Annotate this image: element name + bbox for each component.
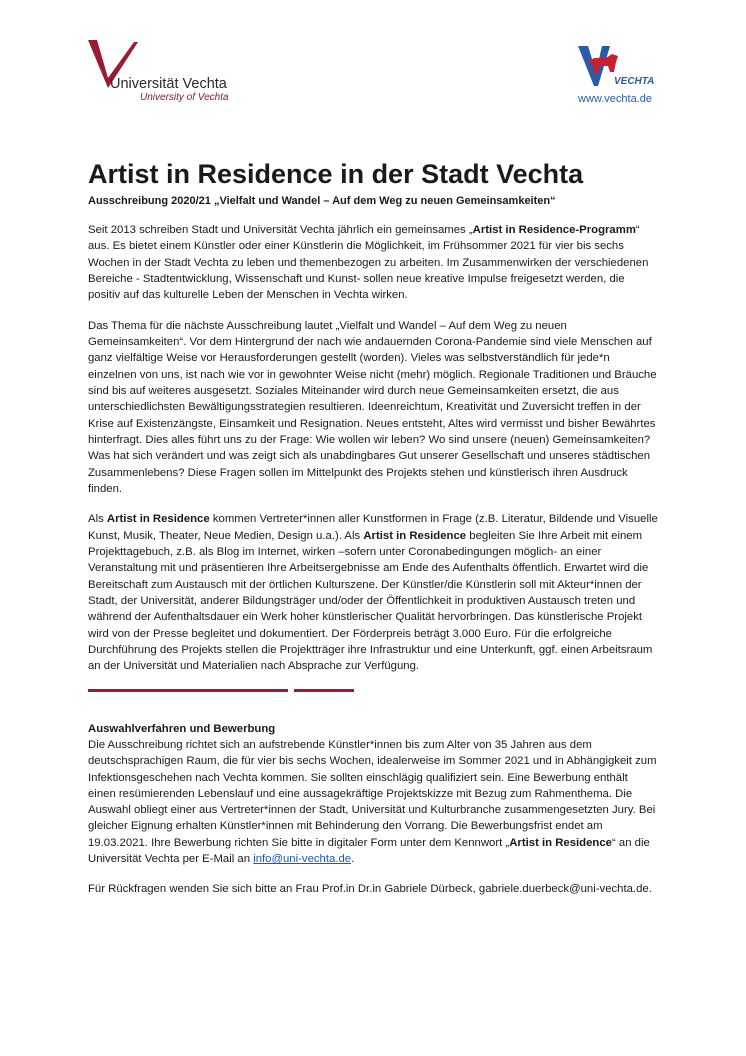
document-title: Artist in Residence in der Stadt Vechta <box>88 159 584 189</box>
paragraph-theme: Das Thema für die nächste Ausschreibung lautet „Vielfalt und Wandel – Auf dem Weg zu neuen Gemeinsamkeiten“. Vor dem Hintergrund der nach wie andauernden Corona-Pandemie sind viele Menschen auf ganz vielfältige Weise vor Herausforderungen gestellt (worden). Vieles was selbstverständlich für jede*n einzelnen von uns, ist nach wie vor in gewohnter Weise nicht (mehr) möglich. Regionale Traditionen und Bräuche sind bis auf weiteres ausgesetzt. Soziales Miteinander wird durch neue Gemeinsamkeiten ersetzt, die aus unterschiedlichsten Bewältigungsstrategien resultieren. Ideenreichtum, Kreativität und Zuversicht treffen in der Krise auf Existenzängste, Einsamkeit und Resignation. Neues entsteht, Altes wird vermisst und bisher Bewährtes hinterfragt. Dies alles führt uns zu der Frage: Wie wollen wir leben? Wo sind unsere (neuen) Gemeinsamkeiten? Was hat sich verändert und was zeigt sich als unabdingbares Gut unserer Gesellschaft und unseres städtischen Zusammenlebens? Diese Fragen sollen im Mittelpunkt des Projekts stehen und künstlerisch ihren Ausdruck finden. <box>88 319 657 495</box>
horse-v-logo-icon <box>576 42 666 90</box>
city-logo-text: VECHTA <box>614 76 655 87</box>
paragraph-contact: Für Rückfragen wenden Sie sich bitte an Frau Prof.in Dr.in Gabriele Dürbeck, gabriele.duerbeck@uni-vechta.de. <box>88 883 652 896</box>
document-subtitle: Ausschreibung 2020/21 „Vielfalt und Wandel – Auf dem Weg zu neuen Gemeinsamkeiten“ <box>88 194 556 207</box>
paragraph-intro: Seit 2013 schreiben Stadt und Universität Vechta jährlich ein gemeinsames „Artist in Residence-Programm“ aus. Es bietet einem Künstler oder einer Künstlerin die Möglichkeit, im Frühsommer 2021 für vier bis sechs Wochen in der Stadt Vechta zu leben und themenbezogen zu arbeiten. Im Zusammenwirken der verschiedenen Bereiche - Stadtentwicklung, Wissenschaft und Kunst- sollen neue kreative Impulse freigesetzt werden, die positiv auf das kulturelle Leben der Menschen in Vechta wirken. <box>88 223 649 302</box>
university-subname: University of Vechta <box>140 92 229 103</box>
section-divider <box>88 689 658 693</box>
document-body <box>88 160 658 912</box>
university-logo <box>88 40 268 110</box>
section-heading: Auswahlverfahren und Bewerbung <box>88 722 276 735</box>
email-link[interactable]: info@uni-vechta.de <box>253 853 352 866</box>
paragraph-application: Auswahlverfahren und Bewerbung Die Ausschreibung richtet sich an aufstrebende Künstler*innen bis zum Alter von 35 Jahren aus dem deutschsprachigen Raum, die für vier bis sechs Wochen, idealerweise im Sommer 2021 und in Abhängigkeit zum Infektionsgeschehen nach Vechta kommen. Sie sollten einschlägig qualifiziert sein. Eine Bewerbung enthält einen resümierenden Lebenslauf und eine aussagekräftige Projektskizze mit Bezug zum Rahmenthema. Die Auswahl obliegt einer aus Vertreter*innen der Stadt, Universität und Kulturbranche zusammengesetzten Jury. Bei gleicher Eignung erhalten Künstler*innen mit Behinderung den Vorrang. Die Bewerbungsfrist endet am 19.03.2021. Ihre Bewerbung richten Sie bitte in digitaler Form unter dem Kennwort „Artist in Residence“ an die Universität Vechta per E-Mail an info@uni-vechta.de. <box>88 722 657 866</box>
university-name: Universität Vechta <box>110 76 227 92</box>
city-logo <box>574 40 664 108</box>
paragraph-artist: Als Artist in Residence kommen Vertreter*innen aller Kunstformen in Frage (z.B. Literatur, Bildende und Visuelle Kunst, Musik, Theater, Neue Medien, Design u.a.). Als Artist in Residence begleiten Sie Ihre Arbeit mit einem Projekttagebuch, z.B. als Blog im Internet, wirken –sofern unter Coronabedingungen möglich- an einer Veranstaltung mit und präsentieren Ihre Arbeitsergebnisse am Ende des Aufenthalts öffentlich. Erwartet wird die Bereitschaft zum Austausch mit der örtlichen Kulturszene. Der Künstler/die Künstlerin soll mit Akteur*innen der Stadt, der Universität, anderer Bildungsträger und/oder der Öffentlichkeit in produktiven Austausch treten und während der Aufenthaltsdauer ein Werk hoher künstlerischer Qualität hervorbringen. Das künstlerische Projekt wird von der Presse begleitet und dokumentiert. Der Förderpreis beträgt 3.000 Euro. Für die erfolgreiche Durchführung des Projekts stellen die Projektträger ihre Infrastruktur und eine Unterkunft, ggf. einen Arbeitsraum an der Universität und Materialien nach Absprache zur Verfügung. <box>88 513 658 673</box>
city-url-link[interactable]: www.vechta.de <box>578 93 652 105</box>
